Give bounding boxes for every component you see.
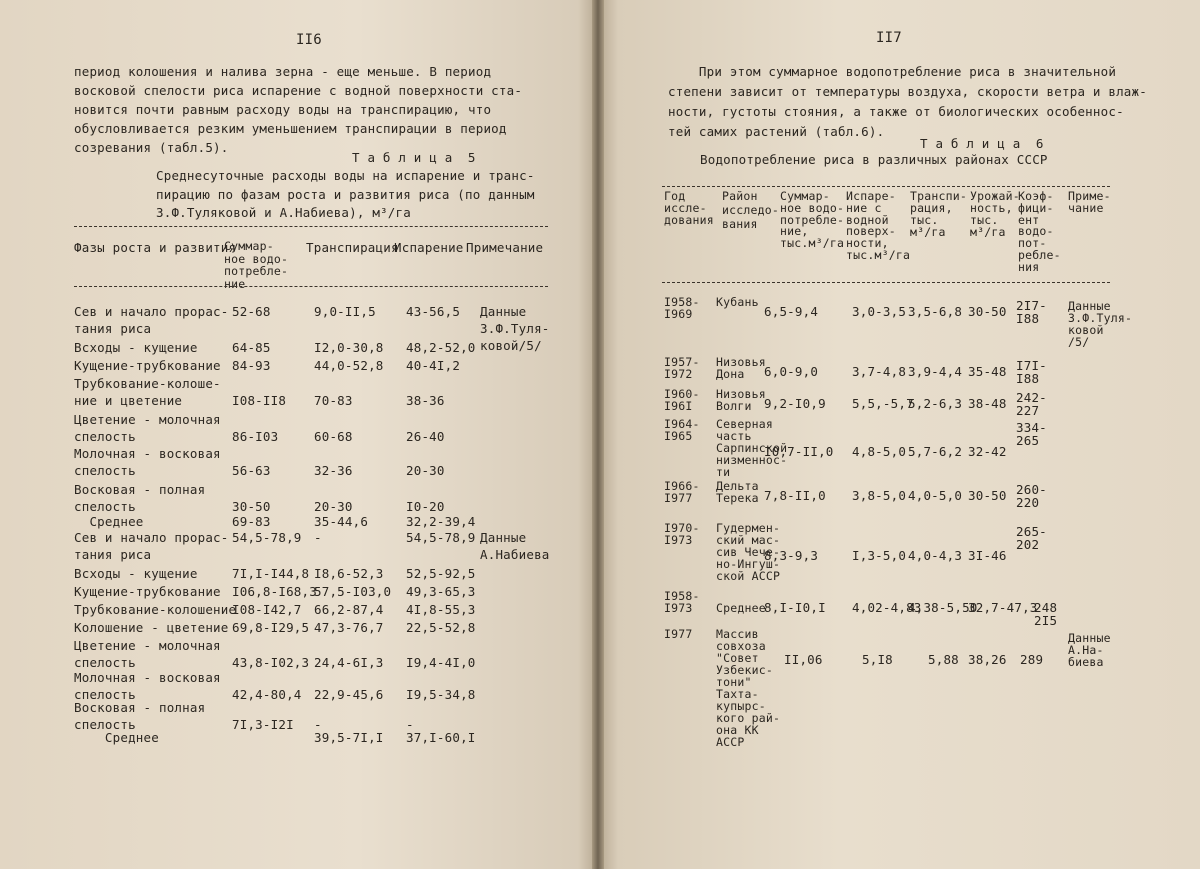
table-row-region: Сарпинской — [716, 441, 788, 455]
column-header: м³/га — [970, 225, 1006, 239]
intro-line: созревания (табл.5). — [74, 140, 229, 155]
table-cell-yield: 38,26 — [968, 652, 1007, 667]
intro-line: восковой спелости риса испарение с водной поверхности ста- — [74, 83, 523, 98]
table-row-phase: Цветение - молочная — [74, 638, 221, 653]
table-row-year: I957- — [664, 355, 700, 369]
table-cell-note: /5/ — [1068, 335, 1090, 349]
table-cell-total: 84-93 — [232, 358, 271, 373]
table-row-region: ской АССР — [716, 569, 781, 583]
table-cell-transpiration: 60-68 — [314, 429, 353, 444]
table-row-region: часть — [716, 429, 752, 443]
column-header: ент — [1018, 212, 1040, 227]
table-row-region: купырс- — [716, 699, 766, 713]
table-label: Т а б л и ц а 5 — [352, 150, 476, 165]
table-row-region: но-Ингуш- — [716, 557, 781, 571]
table-cell-note: Данные — [480, 530, 527, 545]
table-cell-note: Данные — [1068, 631, 1111, 645]
table-cell-total: 7I,I-I44,8 — [232, 566, 310, 581]
intro-line: ности, густоты стояния, а также от биологических особеннос- — [668, 104, 1124, 119]
table-cell-coefficient: 220 — [1016, 495, 1040, 510]
table-cell-coefficient: I88 — [1016, 311, 1040, 326]
page-number: II7 — [876, 30, 902, 46]
table-row-phase: Цветение - молочная — [74, 412, 221, 427]
table-row-phase: Восковая - полная — [74, 482, 206, 497]
column-header: тыс. — [970, 213, 999, 227]
table-cell-total: 6,0-9,0 — [764, 364, 819, 379]
column-header: иссле- — [664, 201, 707, 215]
column-header: Испаре- — [846, 189, 896, 203]
table-cell-yield: 35-48 — [968, 364, 1007, 379]
table-cell-total: 30-50 — [232, 499, 271, 514]
page-number: II6 — [296, 32, 322, 48]
table-row-phase: спелость — [74, 687, 136, 702]
table-row-region: тони" — [716, 675, 752, 689]
table-row-phase: Кущение-трубкование — [74, 584, 221, 599]
table-cell-evaporation: 3,8-5,0 — [852, 488, 907, 503]
table-row-phase: Сев и начало прорас- — [74, 304, 229, 319]
table-cell-note: З.Ф.Туля- — [480, 321, 550, 336]
column-header: ное водо- — [780, 200, 845, 215]
column-header: тыс. — [910, 213, 939, 227]
table-cell-transpiration: 4,0-5,0 — [908, 488, 963, 503]
table-row-year: I966- — [664, 479, 700, 493]
table-cell-evaporation: 4,8-5,0 — [852, 444, 907, 459]
table-caption-line: Среднесуточные расходы воды на испарение и транс- — [156, 168, 535, 183]
table-cell-yield: 30-50 — [968, 304, 1007, 319]
table-cell-evaporation: 40-4I,2 — [406, 358, 461, 373]
column-header: потребле- — [224, 264, 289, 278]
table-cell-transpiration: 32-36 — [314, 463, 353, 478]
table-cell-transpiration: 39,5-7I,I — [314, 730, 384, 745]
table-row-region: ти — [716, 465, 731, 479]
table-row-region: Гудермен- — [716, 521, 781, 535]
table-cell-transpiration: 66,2-87,4 — [314, 602, 384, 617]
table-cell-coefficient: I88 — [1016, 371, 1040, 386]
column-header: ние, — [780, 224, 809, 239]
table-caption-line: З.Ф.Туляковой и А.Набиева), м³/га — [156, 205, 411, 220]
table-cell-total: 8,3-9,3 — [764, 548, 819, 563]
table-row-region: кого рай- — [716, 711, 781, 725]
table-cell-transpiration: 24,4-6I,3 — [314, 655, 384, 670]
table-cell-transpiration: 47,3-76,7 — [314, 620, 384, 635]
book-gutter — [592, 0, 604, 869]
table-cell-note: Данные — [1068, 299, 1111, 313]
table-cell-total: 69,8-I29,5 — [232, 620, 310, 635]
column-header: рация, — [910, 201, 953, 215]
column-header: вания — [722, 217, 758, 231]
table-cell-evaporation: 22,5-52,8 — [406, 620, 476, 635]
table-row-phase: Всходы - кущение — [74, 340, 198, 355]
table-cell-total: I06,8-I68,3 — [232, 584, 317, 599]
table-cell-transpiration: - — [314, 530, 322, 545]
table-cell-transpiration: 4,0-4,3 — [908, 548, 963, 563]
table-label: Т а б л и ц а 6 — [920, 136, 1044, 151]
table-row-year: I977 — [664, 491, 693, 505]
column-header: м³/га — [910, 225, 946, 239]
table-cell-evaporation: I,3-5,0 — [852, 548, 907, 563]
table-cell-evaporation: 5,5,-5,7 — [852, 396, 914, 411]
table-cell-note: ковой/5/ — [480, 338, 542, 353]
table-row-phase: спелость — [74, 655, 136, 670]
table-cell-evaporation: 49,3-65,3 — [406, 584, 476, 599]
column-header: дования — [664, 213, 714, 227]
column-header: ное водо- — [224, 251, 289, 266]
table-row-year: I965 — [664, 429, 693, 443]
table-row-phase: спелость — [74, 429, 136, 444]
table-row-year: I964- — [664, 417, 700, 431]
column-header: тыс.м³/га — [780, 236, 845, 251]
column-header: ние с — [846, 200, 882, 215]
column-header: Урожай- — [970, 189, 1020, 203]
table-cell-transpiration: 5,2-6,3 — [908, 396, 963, 411]
table-cell-note: З.Ф.Туля- — [1068, 311, 1133, 325]
table-cell-evaporation: 4,02-4,83 — [852, 600, 922, 615]
intro-line: период колошения и налива зерна - еще меньше. В период — [74, 64, 492, 79]
table-cell-total: 69-83 — [232, 514, 271, 529]
table-cell-transpiration: 20-30 — [314, 499, 353, 514]
table-row-phase: Трубкование-колошение — [74, 602, 237, 617]
column-header: ребле- — [1018, 248, 1061, 262]
table-row-phase: тания риса — [74, 547, 152, 562]
column-header: ности, — [846, 236, 889, 251]
table-cell-yield: 3I-46 — [968, 548, 1007, 563]
table-row-phase: спелость — [74, 463, 136, 478]
table-cell-transpiration: I2,0-30,8 — [314, 340, 384, 355]
table-row-region: Дельта — [716, 479, 759, 493]
table-row-region: она КК — [716, 723, 759, 737]
table-cell-total: 54,5-78,9 — [232, 530, 302, 545]
table-row-phase: ние и цветение — [74, 393, 183, 408]
table-row-region: Узбекис- — [716, 663, 773, 677]
table-cell-evaporation: I9,5-34,8 — [406, 687, 476, 702]
table-row-phase: Молочная - восковая — [74, 670, 221, 685]
table-row-phase: Трубкование-колоше- — [74, 376, 221, 391]
table-cell-evaporation: 5,I8 — [862, 652, 893, 667]
table-cell-coefficient: 227 — [1016, 403, 1040, 418]
column-header: ние — [224, 276, 246, 291]
table-row-region: низменнос- — [716, 453, 788, 467]
table-cell-total: 9,2-I0,9 — [764, 396, 826, 411]
table-rule-header — [662, 282, 1110, 283]
table-cell-transpiration: 70-83 — [314, 393, 353, 408]
table-cell-note: ковой — [1068, 323, 1104, 337]
table-row-region: Терека — [716, 491, 759, 505]
table-cell-total: I08-I42,7 — [232, 602, 302, 617]
table-cell-evaporation: 37,I-60,I — [406, 730, 476, 745]
table-rule-header — [74, 286, 548, 287]
table-cell-transpiration: 4,38-5,50 — [908, 600, 978, 615]
table-row-year: I96I — [664, 399, 693, 413]
table-caption-line: пирацию по фазам роста и развития риса (по данным — [156, 186, 535, 202]
table-row-year: I958- — [664, 589, 700, 603]
table-cell-coefficient: 202 — [1016, 537, 1040, 552]
table-cell-transpiration: 44,0-52,8 — [314, 358, 384, 373]
table-cell-coefficient: 2I7- — [1016, 298, 1047, 313]
table-cell-total: 42,4-80,4 — [232, 687, 302, 702]
column-header: водо- — [1018, 224, 1054, 239]
table-row-phase: Кущение-трубкование — [74, 358, 221, 373]
table-cell-evaporation: - — [406, 717, 414, 732]
column-header: Год — [664, 189, 686, 203]
table-cell-yield: 38-48 — [968, 396, 1007, 411]
table-row-year: I972 — [664, 367, 693, 381]
column-header: Фазы роста и развития — [74, 240, 237, 255]
table-row-region: совхоза — [716, 639, 766, 653]
column-header: фици- — [1018, 200, 1054, 215]
table-cell-coefficient: I7I- — [1016, 358, 1047, 373]
table-row-phase: Сев и начало прорас- — [74, 530, 229, 545]
table-cell-total: 86-I03 — [232, 429, 279, 444]
table-row-region: АССР — [716, 735, 745, 749]
table-cell-transpiration: 57,5-I03,0 — [314, 584, 392, 599]
column-header: тыс.м³/га — [846, 248, 911, 262]
column-header: Испарение — [394, 240, 464, 255]
table-row-phase: Колошение - цветение — [74, 620, 229, 635]
table-cell-evaporation: 32,2-39,4 — [406, 514, 476, 529]
table-row-phase: Среднее — [74, 514, 144, 529]
column-header: Транспирация — [306, 240, 399, 255]
table-cell-evaporation: 38-36 — [406, 393, 445, 408]
table-row-region: Дона — [716, 367, 745, 381]
table-cell-transpiration: 35-44,6 — [314, 514, 369, 529]
column-header: Примечание — [466, 240, 544, 255]
column-header: потребле- — [780, 212, 845, 227]
table-row-phase: спелость — [74, 717, 136, 732]
column-header: чание — [1068, 201, 1104, 215]
table-cell-total: 7I,3-I2I — [232, 717, 294, 732]
table-row-phase: тания риса — [74, 321, 152, 336]
table-cell-evaporation: 4I,8-55,3 — [406, 602, 476, 617]
column-header: Район — [722, 189, 758, 203]
table-cell-total: 43,8-I02,3 — [232, 655, 310, 670]
table-row-region: Волги — [716, 399, 752, 413]
table-cell-evaporation: 52,5-92,5 — [406, 566, 476, 581]
table-row-region: Среднее — [716, 601, 766, 615]
table-cell-evaporation: I0-20 — [406, 499, 445, 514]
table-row-year: I970- — [664, 521, 700, 535]
table-cell-evaporation: 43-56,5 — [406, 304, 461, 319]
table-row-region: Низовья — [716, 387, 766, 401]
column-header: Суммар- — [224, 239, 274, 253]
table-cell-evaporation: 26-40 — [406, 429, 445, 444]
table-cell-coefficient: 2I5 — [1034, 613, 1058, 628]
table-row-phase: Всходы - кущение — [74, 566, 198, 581]
table-row-region: "Совет — [716, 651, 759, 665]
table-row-region: сив Чече- — [716, 545, 781, 559]
table-cell-transpiration: - — [314, 717, 322, 732]
column-header: пот- — [1018, 236, 1047, 251]
table-cell-coefficient: 265 — [1016, 433, 1040, 448]
intro-line: обусловливается резким уменьшением транспирации в период — [74, 121, 507, 136]
column-header: Транспи- — [910, 189, 967, 203]
table-cell-evaporation: I9,4-4I,0 — [406, 655, 476, 670]
table-rule-top — [662, 186, 1110, 187]
table-row-region: Тахта- — [716, 687, 759, 701]
table-cell-total: 8,I-I0,I — [764, 600, 826, 615]
table-cell-total: 6,5-9,4 — [764, 304, 819, 319]
table-row-region: Кубань — [716, 295, 759, 309]
table-row-region: Северная — [716, 417, 773, 431]
column-header: ность, — [970, 201, 1013, 215]
column-header: Приме- — [1068, 189, 1111, 203]
intro-line: новится почти равным расходу воды на транспирацию, что — [74, 102, 492, 117]
table-rule-top — [74, 226, 548, 227]
table-cell-coefficient: 289 — [1020, 652, 1044, 667]
table-cell-total: 64-85 — [232, 340, 271, 355]
table-cell-coefficient: 260- — [1016, 482, 1047, 497]
column-header: поверх- — [846, 224, 896, 239]
table-cell-note: биева — [1068, 655, 1104, 669]
table-cell-evaporation: 54,5-78,9 — [406, 530, 476, 545]
column-header: Коэф- — [1018, 189, 1054, 203]
table-cell-total: 52-68 — [232, 304, 271, 319]
table-row-phase: Молочная - восковая — [74, 446, 221, 461]
table-row-year: I960- — [664, 387, 700, 401]
table-cell-yield: 30-50 — [968, 488, 1007, 503]
table-row-region: Низовья — [716, 355, 766, 369]
table-cell-total: I0,7-II,0 — [764, 444, 834, 459]
table-cell-total: I08-II8 — [232, 393, 287, 408]
table-cell-coefficient: 242- — [1016, 390, 1047, 405]
table-cell-total: II,06 — [784, 652, 823, 667]
table-row-year: I958- — [664, 295, 700, 309]
table-row-region: Массив — [716, 627, 759, 641]
table-cell-note: А.Набиева — [480, 547, 550, 562]
table-row-phase: Среднее — [74, 730, 159, 745]
table-row-year: I973 — [664, 533, 693, 547]
table-cell-yield: 32-42 — [968, 444, 1007, 459]
intro-line: тей самих растений (табл.6). — [668, 124, 885, 139]
table-cell-transpiration: 3,9-4,4 — [908, 364, 963, 379]
table-cell-evaporation: 3,7-4,8 — [852, 364, 907, 379]
column-header: исследо- — [722, 203, 779, 217]
table-cell-transpiration: I8,6-52,3 — [314, 566, 384, 581]
table-cell-note: А.На- — [1068, 643, 1104, 657]
table-row-phase: спелость — [74, 499, 136, 514]
column-header: Суммар- — [780, 189, 830, 203]
table-cell-yield: 32,7-47,3 — [968, 600, 1038, 615]
table-row-year: I969 — [664, 307, 693, 321]
table-row-phase: Восковая - полная — [74, 700, 206, 715]
intro-line: При этом суммарное водопотребление риса в значительной — [668, 64, 1117, 79]
table-row-year: I973 — [664, 601, 693, 615]
table-cell-transpiration: 9,0-II,5 — [314, 304, 376, 319]
table-cell-total: 7,8-II,0 — [764, 488, 826, 503]
table-cell-coefficient: 265- — [1016, 524, 1047, 539]
table-cell-coefficient: 248 — [1034, 600, 1058, 615]
table-row-year: I977 — [664, 627, 693, 641]
column-header: ния — [1018, 259, 1040, 274]
table-row-region: ский мас- — [716, 533, 781, 547]
table-cell-transpiration: 5,7-6,2 — [908, 444, 963, 459]
table-cell-transpiration: 5,88 — [928, 652, 959, 667]
table-caption: Водопотребление риса в различных районах СССР — [700, 152, 1048, 167]
table-cell-evaporation: 3,0-3,5 — [852, 304, 907, 319]
table-cell-transpiration: 22,9-45,6 — [314, 687, 384, 702]
table-cell-coefficient: 334- — [1016, 420, 1047, 435]
table-cell-note: Данные — [480, 304, 527, 319]
table-cell-total: 56-63 — [232, 463, 271, 478]
intro-line: степени зависит от температуры воздуха, скорости ветра и влаж- — [668, 84, 1147, 99]
column-header: водной — [846, 212, 889, 227]
table-cell-evaporation: 48,2-52,0 — [406, 340, 476, 355]
table-cell-evaporation: 20-30 — [406, 463, 445, 478]
table-cell-transpiration: 3,5-6,8 — [908, 304, 963, 319]
